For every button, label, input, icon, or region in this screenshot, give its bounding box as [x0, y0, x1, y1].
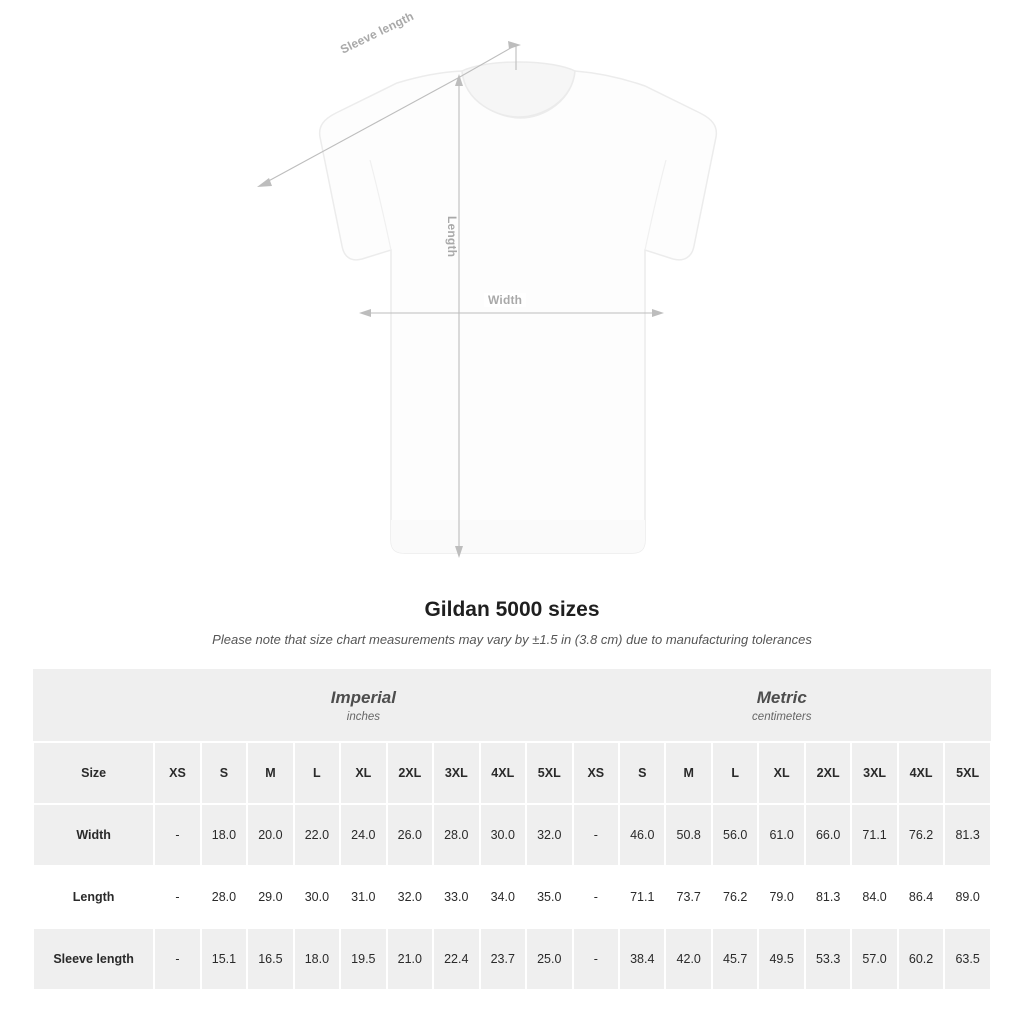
- length-imperial-l: 30.0: [294, 866, 340, 928]
- sleeve-length-label: Sleeve length: [338, 8, 417, 57]
- size-header-metric-5xl: 5XL: [944, 742, 991, 804]
- width-imperial-xl: 24.0: [340, 804, 386, 866]
- size-header-imperial-2xl: 2XL: [387, 742, 433, 804]
- size-header-imperial-xs: XS: [154, 742, 200, 804]
- length-metric-xl: 79.0: [758, 866, 804, 928]
- sleeve-metric-2xl: 53.3: [805, 928, 851, 990]
- width-imperial-xs: -: [154, 804, 200, 866]
- sleeve-imperial-4xl: 23.7: [480, 928, 526, 990]
- size-header-metric-xl: XL: [758, 742, 804, 804]
- size-header-imperial-m: M: [247, 742, 293, 804]
- table-row: [33, 866, 991, 928]
- length-metric-m: 73.7: [665, 866, 711, 928]
- imperial-unit-sub: inches: [346, 711, 381, 724]
- width-imperial-2xl: 26.0: [387, 804, 433, 866]
- width-metric-5xl: 81.3: [944, 804, 991, 866]
- tolerance-note: Please note that size chart measurements may vary by ±1.5 in (3.8 cm) due to manufacturing tolerances: [212, 632, 812, 647]
- metric-unit-name: Metric: [756, 687, 807, 707]
- size-chart-table: [32, 669, 992, 991]
- size-header-metric-xs: XS: [573, 742, 619, 804]
- size-header-metric-m: M: [665, 742, 711, 804]
- row-label-length: Length: [33, 866, 154, 928]
- width-imperial-3xl: 28.0: [433, 804, 479, 866]
- width-metric-xl: 61.0: [758, 804, 804, 866]
- imperial-unit-name: Imperial: [330, 687, 396, 707]
- size-header-metric-2xl: 2XL: [805, 742, 851, 804]
- width-metric-xs: -: [573, 804, 619, 866]
- size-header-metric-l: L: [712, 742, 758, 804]
- metric-unit-header: [573, 669, 991, 742]
- table-row: [33, 804, 991, 866]
- size-header-imperial-s: S: [201, 742, 247, 804]
- sleeve-metric-m: 42.0: [665, 928, 711, 990]
- length-metric-s: 71.1: [619, 866, 665, 928]
- length-metric-3xl: 84.0: [851, 866, 897, 928]
- sleeve-imperial-xl: 19.5: [340, 928, 386, 990]
- width-imperial-5xl: 32.0: [526, 804, 573, 866]
- sleeve-imperial-l: 18.0: [294, 928, 340, 990]
- imperial-unit-header: [154, 669, 572, 742]
- length-metric-5xl: 89.0: [944, 866, 991, 928]
- length-imperial-m: 29.0: [247, 866, 293, 928]
- width-metric-4xl: 76.2: [898, 804, 944, 866]
- sleeve-imperial-m: 16.5: [247, 928, 293, 990]
- unit-header-corner: [33, 669, 154, 742]
- length-metric-l: 76.2: [712, 866, 758, 928]
- length-imperial-4xl: 34.0: [480, 866, 526, 928]
- sleeve-imperial-2xl: 21.0: [387, 928, 433, 990]
- size-header-metric-s: S: [619, 742, 665, 804]
- size-chart-table-wrap: [32, 669, 992, 991]
- sleeve-metric-l: 45.7: [712, 928, 758, 990]
- sleeve-metric-s: 38.4: [619, 928, 665, 990]
- size-header-imperial-5xl: 5XL: [526, 742, 573, 804]
- length-imperial-s: 28.0: [201, 866, 247, 928]
- unit-header-row: [33, 669, 991, 742]
- size-header-imperial-4xl: 4XL: [480, 742, 526, 804]
- sleeve-imperial-xs: -: [154, 928, 200, 990]
- width-imperial-s: 18.0: [201, 804, 247, 866]
- size-header-imperial-l: L: [294, 742, 340, 804]
- width-metric-l: 56.0: [712, 804, 758, 866]
- width-metric-3xl: 71.1: [851, 804, 897, 866]
- page-title: Gildan 5000 sizes: [424, 598, 600, 621]
- title-block: [0, 598, 1024, 647]
- sleeve-metric-4xl: 60.2: [898, 928, 944, 990]
- size-header-metric-4xl: 4XL: [898, 742, 944, 804]
- size-header-row: [33, 742, 991, 804]
- length-metric-2xl: 81.3: [805, 866, 851, 928]
- width-imperial-m: 20.0: [247, 804, 293, 866]
- size-header-imperial-3xl: 3XL: [433, 742, 479, 804]
- sleeve-metric-xs: -: [573, 928, 619, 990]
- width-label: Width: [484, 293, 526, 307]
- size-header-cell: Size: [33, 742, 154, 804]
- sleeve-metric-3xl: 57.0: [851, 928, 897, 990]
- table-row: [33, 928, 991, 990]
- sleeve-imperial-s: 15.1: [201, 928, 247, 990]
- row-label-width: Width: [33, 804, 154, 866]
- metric-unit-sub: centimeters: [752, 711, 812, 724]
- width-metric-s: 46.0: [619, 804, 665, 866]
- width-imperial-l: 22.0: [294, 804, 340, 866]
- length-imperial-5xl: 35.0: [526, 866, 573, 928]
- length-imperial-3xl: 33.0: [433, 866, 479, 928]
- sleeve-imperial-5xl: 25.0: [526, 928, 573, 990]
- size-header-imperial-xl: XL: [340, 742, 386, 804]
- length-label: Length: [445, 216, 459, 258]
- sleeve-imperial-3xl: 22.4: [433, 928, 479, 990]
- sleeve-metric-xl: 49.5: [758, 928, 804, 990]
- width-metric-2xl: 66.0: [805, 804, 851, 866]
- sleeve-metric-5xl: 63.5: [944, 928, 991, 990]
- length-metric-4xl: 86.4: [898, 866, 944, 928]
- length-imperial-xl: 31.0: [340, 866, 386, 928]
- row-label-sleeve-length: Sleeve length: [33, 928, 154, 990]
- width-metric-m: 50.8: [665, 804, 711, 866]
- length-imperial-2xl: 32.0: [387, 866, 433, 928]
- length-metric-xs: -: [573, 866, 619, 928]
- size-header-metric-3xl: 3XL: [851, 742, 897, 804]
- length-imperial-xs: -: [154, 866, 200, 928]
- width-imperial-4xl: 30.0: [480, 804, 526, 866]
